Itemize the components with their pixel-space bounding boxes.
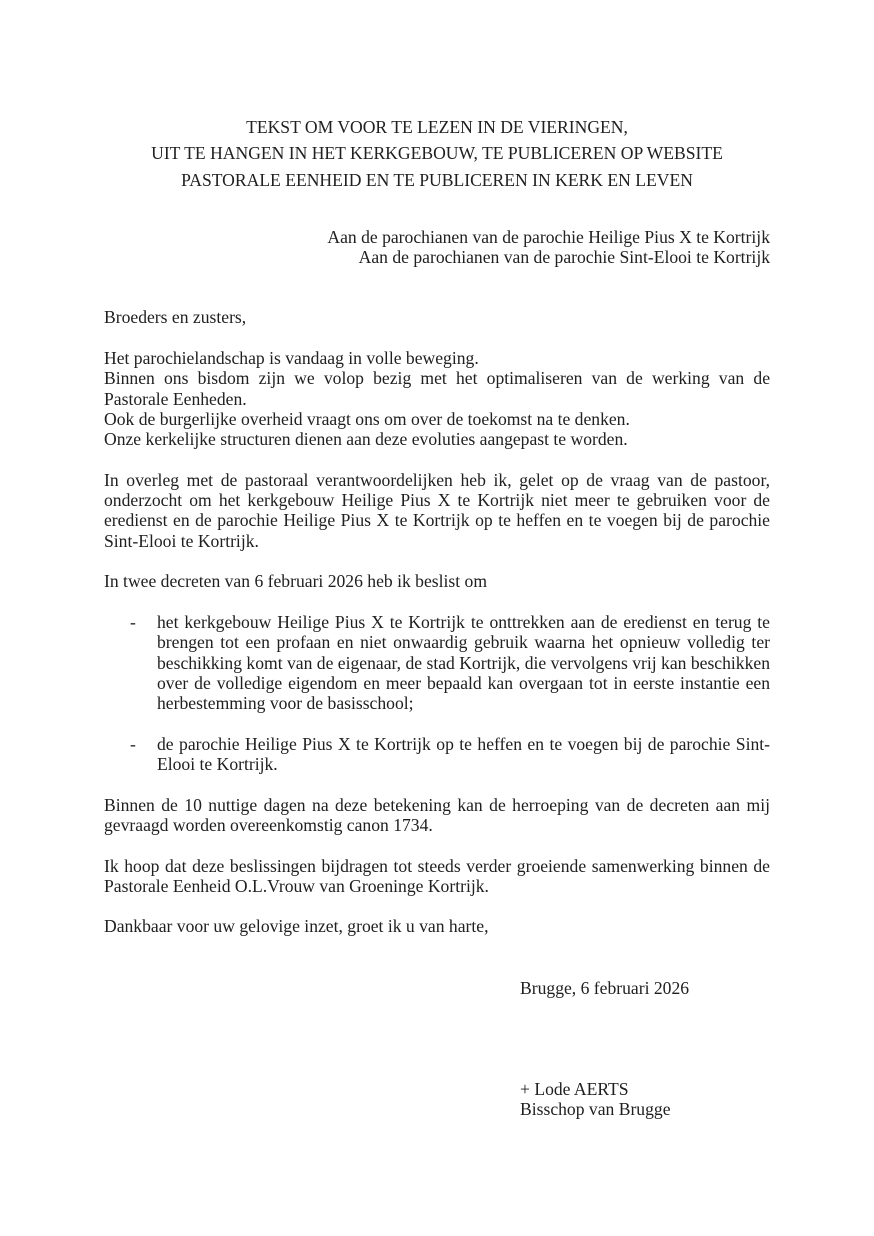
decree-item-2-text: de parochie Heilige Pius X te Kortrijk op te heffen en te voegen bij de parochie Sint-Elooi te Kortrijk. (157, 733, 770, 775)
hope-paragraph: Ik hoop dat deze beslissingen bijdragen tot steeds verder groeiende samenwerking binnen de Pastorale Eenheid O.L.Vrouw van Groeninge Kortrijk. (104, 855, 770, 896)
decree-item-1-text: het kerkgebouw Heilige Pius X te Kortrijk te onttrekken aan de eredienst en terug te brengen tot een profaan en niet onwaardig gebruik waarna het opnieuw volledig ter beschikking komt van de eigenaar, de stad Kortrijk, die vervolgens vrij kan beschikken over de volledige eigendom en meer bepaald kan overgaan tot in eerste instantie een herbestemming voor de basisschool; (157, 611, 770, 714)
title-line-2: UIT TE HANGEN IN HET KERKGEBOUW, TE PUBLICEREN OP WEBSITE (151, 143, 723, 164)
revocation-paragraph: Binnen de 10 nuttige dagen na deze betekening kan de herroeping van de decreten aan mij gevraagd worden overeenkomstig canon 1734. (104, 794, 770, 835)
signature-block (520, 1079, 770, 1120)
intro-sentence-4: Onze kerkelijke structuren dienen aan deze evoluties aangepast te worden. (104, 429, 628, 450)
salutation: Broeders en zusters, (104, 307, 247, 328)
letter-title-block (104, 114, 770, 193)
intro-sentence-2: Binnen ons bisdom zijn we volop bezig met het optimaliseren van de werking van de Pastorale Eenheden. (104, 368, 770, 409)
signature-name: + Lode AERTS (520, 1078, 629, 1099)
intro-sentence-1: Het parochielandschap is vandaag in volle beweging. (104, 348, 479, 369)
addressee-line-1: Aan de parochianen van de parochie Heilige Pius X te Kortrijk (327, 226, 770, 247)
dateline: Brugge, 6 februari 2026 (520, 977, 690, 998)
signature-role: Bisschop van Brugge (520, 1099, 671, 1120)
decision-paragraph: In overleg met de pastoraal verantwoordelijken heb ik, gelet op de vraag van de pastoor, onderzocht om het kerkgebouw Heilige Pius X te Kortrijk niet meer te gebruiken voor de eredienst en de parochie Heilige Pius X te Kortrijk op te heffen en te voegen bij de parochie Sint-Elooi te Kortrijk. (104, 469, 770, 551)
addressee-block (104, 227, 770, 268)
list-dash-icon: - (130, 611, 136, 632)
intro-paragraph (104, 348, 770, 449)
decree-item-2 (104, 734, 770, 775)
decree-item-1 (104, 612, 770, 713)
title-line-1: TEKST OM VOOR TE LEZEN IN DE VIERINGEN, (246, 117, 628, 137)
title-line-3: PASTORALE EENHEID EN TE PUBLICEREN IN KERK EN LEVEN (181, 169, 693, 190)
decree-intro: In twee decreten van 6 februari 2026 heb ik beslist om (104, 571, 488, 592)
gratitude-line: Dankbaar voor uw gelovige inzet, groet ik u van harte, (104, 916, 489, 937)
addressee-line-2: Aan de parochianen van de parochie Sint-Elooi te Kortrijk (358, 247, 770, 268)
intro-sentence-3: Ook de burgerlijke overheid vraagt ons om over de toekomst na te denken. (104, 408, 630, 429)
list-dash-icon: - (130, 733, 136, 754)
